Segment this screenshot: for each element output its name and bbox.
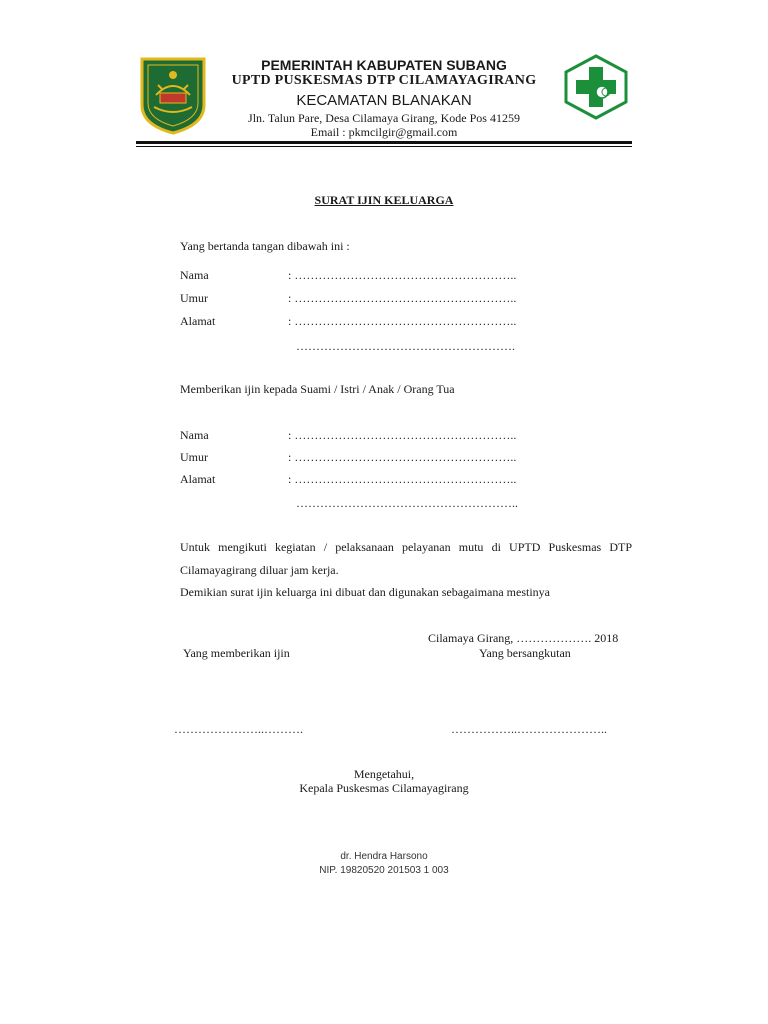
grantee-address-value: : ……………………………………………….. xyxy=(288,472,517,486)
giver-label: Yang memberikan ijin xyxy=(183,646,290,660)
grantee-age-value: : ……………………………………………….. xyxy=(288,450,517,464)
letterhead-rule-thick xyxy=(136,141,632,144)
grantee-age-label: Umur xyxy=(180,450,208,464)
letterhead-email: Email : pkmcilgir@gmail.com xyxy=(310,125,458,139)
closing-text: Demikian surat ijin keluarga ini dibuat dan digunakan sebagaimana mestinya xyxy=(180,585,551,599)
subject-label: Yang bersangkutan xyxy=(479,646,571,660)
signer-address-value: : ……………………………………………….. xyxy=(288,314,517,328)
signer-age-label: Umur xyxy=(180,291,208,305)
head-nip: NIP. 19820520 201503 1 003 xyxy=(319,865,449,876)
letterhead-rule-thin xyxy=(136,146,632,147)
grantee-address-label: Alamat xyxy=(180,472,216,486)
puskesmas-logo-icon xyxy=(562,54,630,120)
signer-address-label: Alamat xyxy=(180,314,216,328)
grantee-name-value: : ……………………………………………….. xyxy=(288,428,517,442)
purpose-line-2: Cilamayagirang diluar jam kerja. xyxy=(180,563,339,577)
acknowledge-text: Mengetahui, xyxy=(353,767,415,781)
head-title: Kepala Puskesmas Cilamayagirang xyxy=(299,781,469,795)
grantee-address-cont: ……………………………………………….. xyxy=(296,496,518,510)
head-name: dr. Hendra Harsono xyxy=(340,851,428,862)
signer-age-value: : ……………………………………………….. xyxy=(288,291,517,305)
letterhead-kecamatan: KECAMATAN BLANAKAN xyxy=(296,92,472,109)
intro-text: Yang bertanda tangan dibawah ini : xyxy=(180,239,350,253)
letter-title: SURAT IJIN KELUARGA xyxy=(314,193,454,207)
purpose-line-1: Untuk mengikuti kegiatan / pelaksanaan pelayanan mutu di UPTD Puskesmas DTP xyxy=(180,540,632,554)
signer-name-label: Nama xyxy=(180,268,209,282)
grant-text: Memberikan ijin kepada Suami / Istri / Anak / Orang Tua xyxy=(180,382,455,396)
place-date: Cilamaya Girang, ………………. 2018 xyxy=(428,631,619,645)
letterhead-address: Jln. Talun Pare, Desa Cilamaya Girang, Kode Pos 41259 xyxy=(248,111,520,125)
giver-signature-line: …………………..………. xyxy=(174,722,303,736)
letterhead-gov: PEMERINTAH KABUPATEN SUBANG xyxy=(261,57,507,73)
grantee-name-label: Nama xyxy=(180,428,209,442)
letterhead-uptd: UPTD PUSKESMAS DTP CILAMAYAGIRANG xyxy=(231,73,537,88)
signer-name-value: : ……………………………………………….. xyxy=(288,268,517,282)
subject-signature-line: ……………..………………….. xyxy=(451,722,607,736)
signer-address-cont: ………………………………………………. xyxy=(296,339,515,353)
